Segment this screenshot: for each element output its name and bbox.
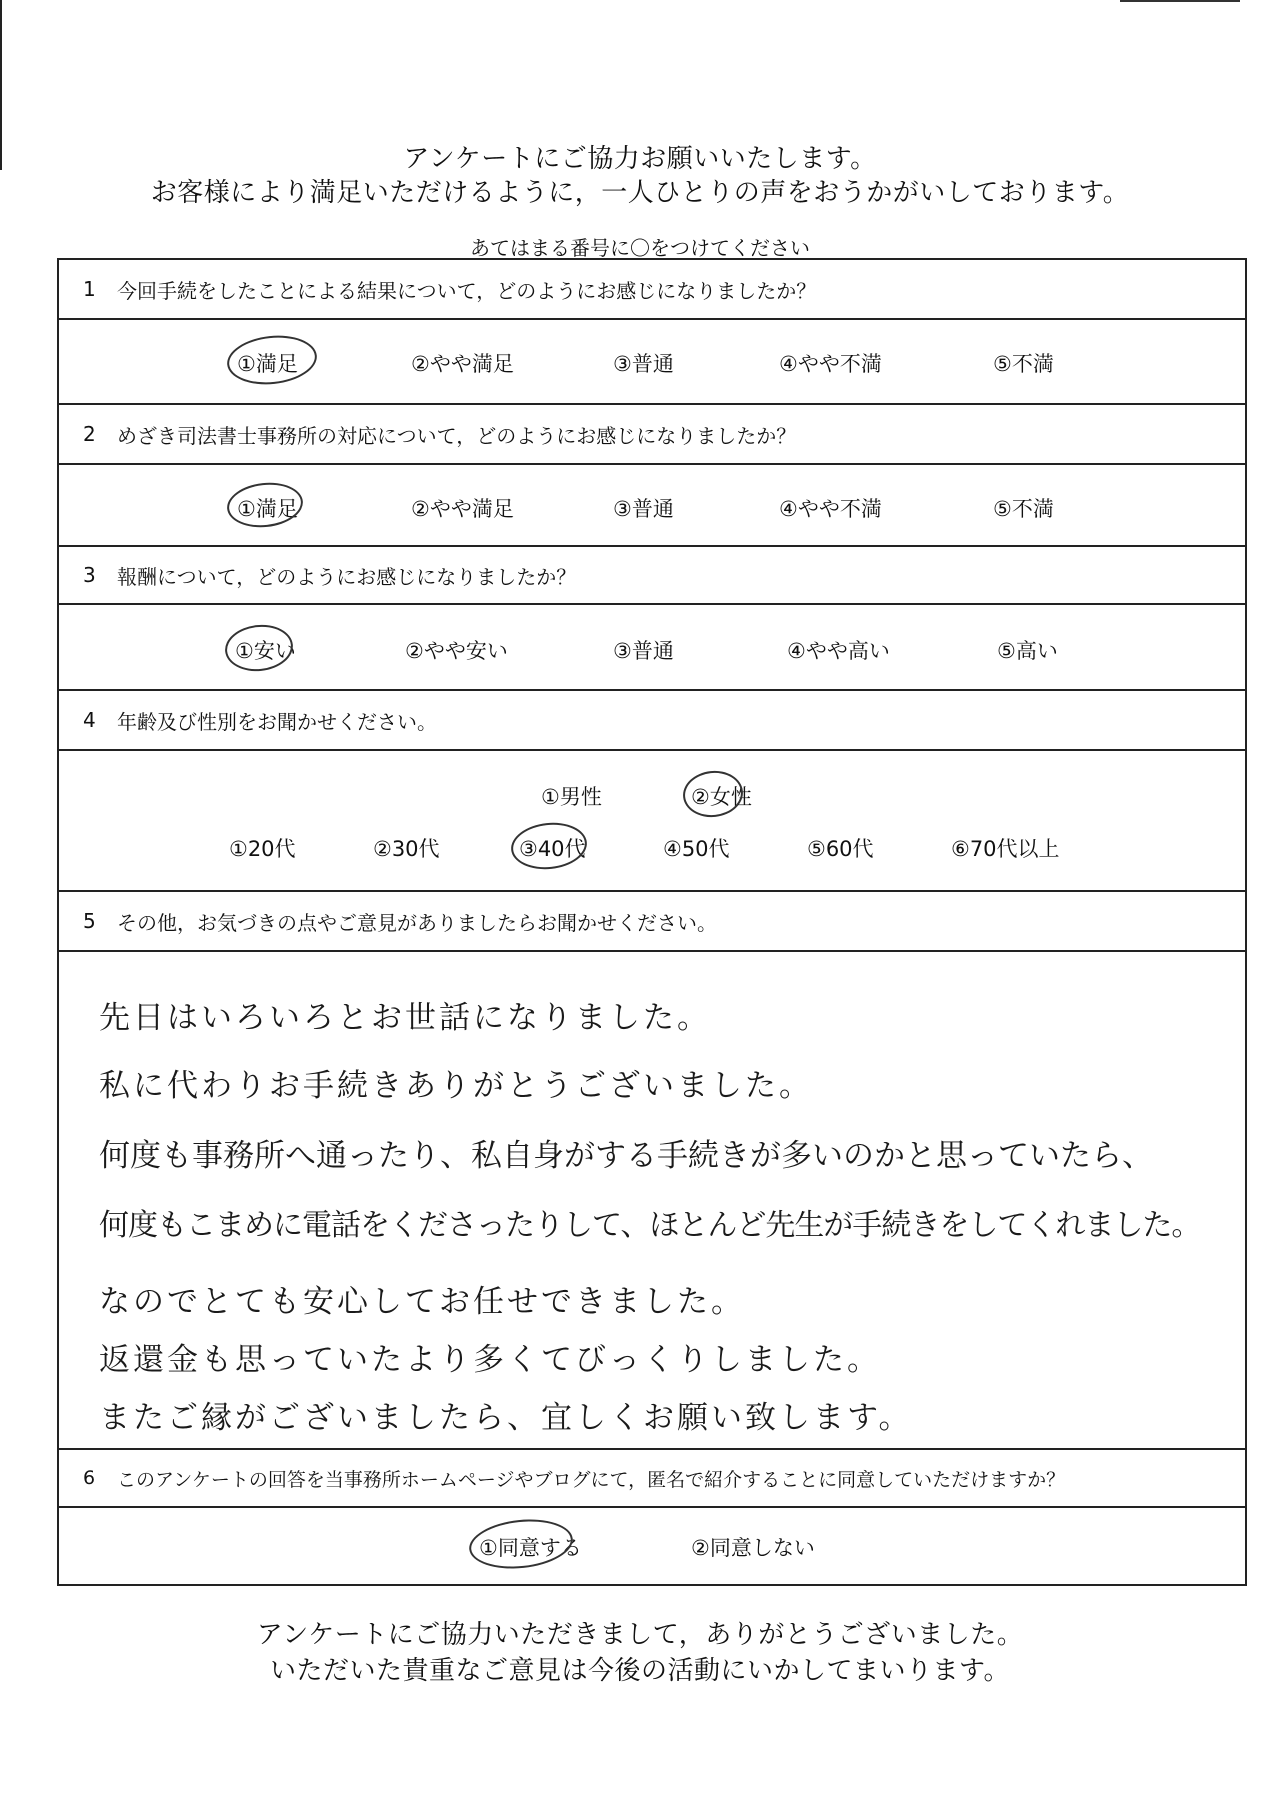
closing-line-2: いただいた貴重なご意見は今後の活動にいかしてまいります。 — [270, 1656, 1010, 1686]
q1-option-2[interactable]: ②やや満足 — [411, 352, 514, 376]
q1-option-1[interactable]: ①満足 — [237, 352, 298, 376]
question-1-answers — [59, 320, 1245, 405]
q4-gender-option-1[interactable]: ①男性 — [541, 785, 602, 809]
intro-line-1: アンケートにご協力お願いいたします。 — [403, 144, 877, 174]
handwritten-line: 先日はいろいろとお世話になりました。 — [99, 1000, 711, 1036]
handwritten-line: またご縁がございましたら、宜しくお願い致します。 — [99, 1400, 913, 1436]
q4-age-option-4[interactable]: ④50代 — [663, 837, 730, 861]
q2-option-1[interactable]: ①満足 — [237, 497, 298, 521]
handwritten-line: 何度もこまめに電話をくださったりして、ほとんど先生が手続きをしてくれました。 — [99, 1208, 1201, 1243]
q4-age-option-2[interactable]: ②30代 — [373, 837, 440, 861]
question-6-answers — [59, 1508, 1245, 1584]
question-number: 2 — [83, 422, 96, 446]
q6-option-2[interactable]: ②同意しない — [691, 1536, 815, 1560]
handwritten-line: なのでとても安心してお任せできました。 — [99, 1284, 745, 1320]
question-number: 3 — [83, 563, 96, 587]
q1-option-4[interactable]: ④やや不満 — [779, 352, 882, 376]
question-5-row — [59, 892, 1245, 952]
question-4-row — [59, 691, 1245, 751]
question-2-text: めざき司法書士事務所の対応について，どのようにお感じになりましたか？ — [117, 423, 797, 448]
question-number: 1 — [83, 277, 96, 301]
survey-form — [57, 258, 1247, 1586]
question-number: 4 — [83, 708, 96, 732]
q2-option-4[interactable]: ④やや不満 — [779, 497, 882, 521]
q4-gender-option-2[interactable]: ②女性 — [691, 785, 752, 809]
question-6-text: このアンケートの回答を当事務所ホームページやブログにて，匿名で紹介することに同意していただけますか？ — [117, 1468, 1066, 1491]
q3-option-5[interactable]: ⑤高い — [997, 639, 1058, 663]
q2-option-5[interactable]: ⑤不満 — [993, 497, 1054, 521]
question-2-row — [59, 405, 1245, 465]
q4-age-option-1[interactable]: ①20代 — [229, 837, 296, 861]
question-2-answers — [59, 465, 1245, 547]
q2-option-3[interactable]: ③普通 — [613, 497, 674, 521]
question-5-comment-area[interactable] — [59, 952, 1245, 1450]
q4-age-option-5[interactable]: ⑤60代 — [807, 837, 874, 861]
question-4-answers — [59, 751, 1245, 892]
q1-option-3[interactable]: ③普通 — [613, 352, 674, 376]
scan-edge-mark — [1120, 0, 1240, 2]
instruction-text: あてはまる番号に〇をつけてください — [470, 236, 810, 260]
q6-option-1[interactable]: ①同意する — [479, 1536, 582, 1560]
intro-line-2: お客様により満足いただけるように，一人ひとりの声をおうかがいしております。 — [150, 178, 1130, 208]
closing-line-1: アンケートにご協力いただきまして，ありがとうございました。 — [256, 1620, 1024, 1650]
question-1-text: 今回手続をしたことによる結果について，どのようにお感じになりましたか？ — [117, 278, 817, 303]
question-5-text: その他，お気づきの点やご意見がありましたらお聞かせください。 — [117, 910, 717, 935]
q3-option-4[interactable]: ④やや高い — [787, 639, 890, 663]
handwritten-line: 何度も事務所へ通ったり、私自身がする手続きが多いのかと思っていたら、 — [99, 1138, 1153, 1174]
question-3-answers — [59, 605, 1245, 691]
q4-age-option-6[interactable]: ⑥70代以上 — [951, 837, 1060, 861]
q3-option-2[interactable]: ②やや安い — [405, 639, 508, 663]
q4-age-option-3[interactable]: ③40代 — [519, 837, 586, 861]
question-6-row — [59, 1450, 1245, 1508]
question-1-row — [59, 260, 1245, 320]
question-4-text: 年齢及び性別をお聞かせください。 — [117, 709, 437, 734]
question-3-text: 報酬について，どのようにお感じになりましたか？ — [117, 564, 577, 589]
q3-option-1[interactable]: ①安い — [235, 639, 296, 663]
handwritten-line: 私に代わりお手続きありがとうございました。 — [99, 1068, 813, 1104]
question-3-row — [59, 547, 1245, 605]
question-number: 6 — [83, 1467, 96, 1489]
handwritten-line: 返還金も思っていたより多くてびっくりしました。 — [99, 1342, 881, 1378]
q3-option-3[interactable]: ③普通 — [613, 639, 674, 663]
question-number: 5 — [83, 909, 96, 933]
q1-option-5[interactable]: ⑤不満 — [993, 352, 1054, 376]
q2-option-2[interactable]: ②やや満足 — [411, 497, 514, 521]
